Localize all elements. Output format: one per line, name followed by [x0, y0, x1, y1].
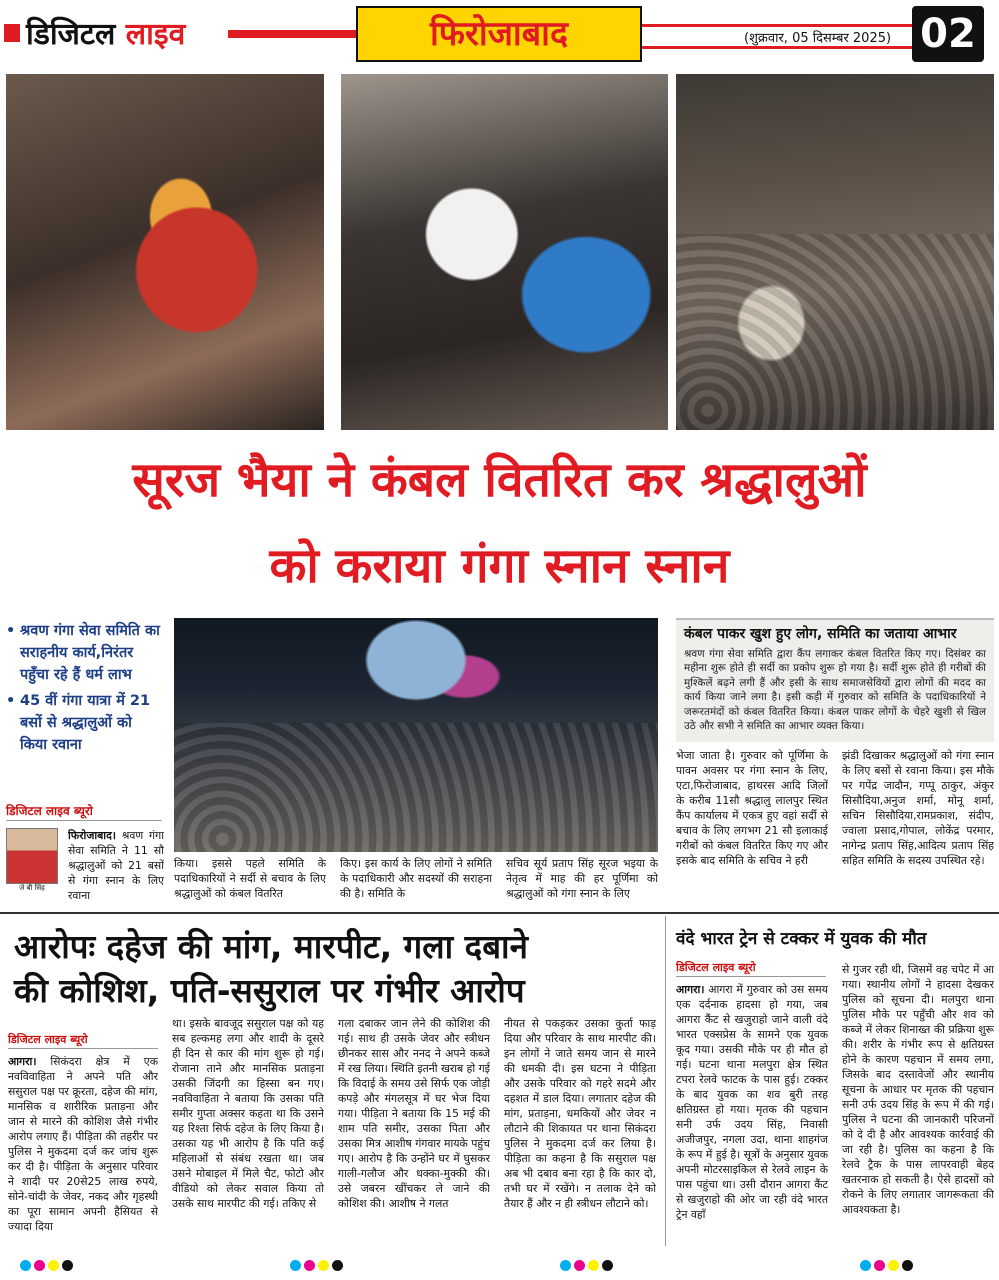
dateline: आगरा।	[8, 1055, 37, 1068]
byline-rule	[6, 820, 162, 821]
story-highlights	[6, 620, 162, 760]
dateline: आगरा।	[676, 983, 705, 996]
third-story-column-1	[676, 982, 828, 1250]
section-divider	[0, 912, 999, 914]
story-text: श्रवण गंगा सेवा समिति ने 11 सौ श्रद्धालुओं को 21 बसों से गंगा स्नान के लिए रवाना	[68, 829, 164, 902]
cyan-dot	[560, 1260, 571, 1271]
byline: डिजिटल लाइव ब्यूरो	[6, 804, 93, 818]
main-story-column-3: किए। इस कार्य के लिए लोगों ने समिति के पदाधिकारी और सदस्यों की सराहना की है। समिति के	[340, 857, 492, 900]
black-dot	[602, 1260, 613, 1271]
cyan-dot	[860, 1260, 871, 1271]
main-story-column-4: सचिव सूर्य प्रताप सिंह सूरज भइया के नेतृत्व में माह की हर पूर्णिमा को श्रद्धालुओं को गंगा स्नान के लिए	[506, 857, 658, 900]
dateline: फिरोजाबाद।	[68, 829, 116, 842]
second-story-column-2: था। इसके बावजूद ससुराल पक्ष को यह सब हल्कमह लगा और शादी के दूसरे ही दिन से कार की मांग शुरू हो गई। रोजाना ताने और मानसिक प्रताड़ना उसकी जिंदगी का हिस्सा बन गए। नवविवाहिता ने बताया कि उसका पति समीर गुप्ता अक्सर कहता था कि उसने यह रिश्ता सिर्फ दहेज के लिए किया है। उसका यह भी आरोप है कि पति कई महिलाओं से संबंध रखता था। जब उसने मोबाइल में मिले चैट, फोटो और वीडियो को लेकर सवाल किया तो उसके साथ मारपीट की गई। तकिए से	[172, 1017, 324, 1210]
main-headline-line1: सूरज भैया ने कंबल वितरित कर श्रद्धालुओं	[132, 452, 867, 508]
yellow-dot	[318, 1260, 329, 1271]
story-text: आगरा में गुरुवार को उस समय एक दर्दनाक हादसा हो गया, जब आगरा कैंट से खजुराहो जाने वाली वंदे भारत एक्सप्रेस के सामने एक युवक कूद गया। उसकी मौके पर ही मौत हो गई। घटना थाना मलपुरा क्षेत्र स्थित टपरा रेलवे फाटक के पास हुई। टक्कर के बाद युवक का शव बुरी तरह क्षतिग्रस्त हो गया। मृतक की पहचान सनी उर्फ उदय सिंह, निवासी अजीजपुर, नगला उदा, थाना शाहगंज के रूप में हुई है। सूत्रों के अनुसार युवक अपनी मोटरसाइकिल से रेलवे लाइन के पास पहुंचा था। उसी दौरान आगरा कैंट से खजुराहो की ओर जा रही वंदे भारत ट्रेन वहाँ	[676, 983, 828, 1221]
magenta-dot	[34, 1260, 45, 1271]
registration-marks	[20, 1258, 73, 1272]
magenta-dot	[574, 1260, 585, 1271]
sidebar-box-text: श्रवण गंगा सेवा समिति द्वारा कैंप लगाकर कंबल वितरित किए गए। दिसंबर का महीना शुरू होते ही सर्दी का प्रकोप शुरू हो गया है। सर्दी शुरू होते ही गरीबों की मुश्किलें बढ़ने लगी हैं और इसी के साथ समाजसेवियों द्वारा लोगों की मदद का कार्य किया जाने लगा है। इसी कड़ी में गुरुवार को समिति के पदाधिकारियों ने जरूरतमंदों को कंबल वितरित किया। कंबल पाकर लोगों के चेहरे खुशी से खिल उठे और सभी ने समिति का आभार व्यक्त किया।	[684, 648, 986, 733]
second-story-byline: डिजिटल लाइव ब्यूरो	[8, 1033, 88, 1046]
photo-tourist-bus-crowd	[174, 618, 658, 852]
third-story-byline: डिजिटल लाइव ब्यूरो	[676, 961, 756, 974]
cyan-dot	[290, 1260, 301, 1271]
third-story-column-2: से गुजर रही थी, जिसमें वह चपेट में आ गया। स्थानीय लोगों ने हादसा देखकर पुलिस को सूचना दी। मलपुरा थाना पुलिस मौके पर पहुँची और शव को कब्जे में लेकर शिनाख्त की प्रक्रिया शुरू की। शरीर के गंभीर रूप से क्षतिग्रस्त होने के कारण पहचान में समय लगा, जिसके बाद दस्तावेजों और स्थानीय सूचना के आधार पर मृतक की पहचान सनी उर्फ उदय सिंह के रूप में की गई। पुलिस ने घटना की जानकारी परिजनों को दे दी है और आवश्यक कार्रवाई की जा रही है। पुलिस का कहना है कि रेलवे ट्रैक के पास लापरवाही बेहद खतरनाक हो सकती है। ऐसे हादसों को रोकने के लिए लगातार जागरूकता की आवश्यकता है।	[842, 963, 994, 1216]
photo-blanket-distribution-1	[6, 74, 324, 430]
second-story-column-1	[8, 1054, 158, 1250]
main-story-column-2: किया। इससे पहले समिति के पदाधिकारियों ने सर्दी से बचाव के लिए श्रद्धालुओं को कंबल वितरित	[174, 857, 326, 900]
second-headline-line2: की कोशिश, पति-ससुराल पर गंभीर आरोप	[14, 971, 525, 1010]
main-story-column-5: भेजा जाता है। गुरुवार को पूर्णिमा के पावन अवसर पर गंगा स्नान के लिए, एटा,फिरोजाबाद, हाथरस आदि जिलों के करीब 11सौ श्रद्धालु लालपुर स्थित कैंप कार्यालय में एकत्र हुए वहां सर्दी से बचाव के लिए लगभग 21 सौ इलाकाई गरीबों को कंबल वितरित किए गए और इसके बाद समिति के सचिव ने हरी	[676, 749, 828, 867]
highlight-item: • श्रवण गंगा सेवा समिति का सराहनीय कार्य,निरंतर पहुँचा रहे हैं धर्म लाभ	[6, 620, 162, 686]
masthead-square	[4, 24, 20, 42]
highlight-item: • 45 वीं गंगा यात्रा में 21 बसों से श्रद्धालुओं को किया रवाना	[6, 690, 162, 756]
cyan-dot	[20, 1260, 31, 1271]
reporter-photo-caption: जे बी सिंह	[19, 884, 45, 892]
story-text: सिकंदरा क्षेत्र में एक नवविवाहिता ने अपने पति और ससुराल पक्ष पर क्रूरता, दहेज की मांग, मानसिक व शारीरिक प्रताड़ना और जान से मारने की कोशिश जैसे गंभीर आरोप लगाए हैं। पीड़िता की तहरीर पर पुलिस ने मुकदमा दर्ज कर जांच शुरू कर दी है। पीड़िता के अनुसार परिवार ने शादी पर 20से25 लाख रुपये, सोने-चांदी के जेवर, नकद और गृहस्थी का पूरा सामान अपनी हैसियत से ज्यादा दिया	[8, 1055, 158, 1233]
column-divider	[665, 916, 666, 1246]
second-story-column-3: गला दबाकर जान लेने की कोशिश की गई। साथ ही उसके जेवर और स्त्रीधन छीनकर सास और ननद ने अपने कब्जे में रख लिया। स्थिति इतनी खराब हो गई कि विदाई के समय उसे सिर्फ एक जोड़ी कपड़े और मंगलसूत्र में घर भेज दिया गया। पीड़िता ने बताया कि 15 मई की शाम पति समीर, उसका पिता और उसका मित्र आशीष गंगवार मायके पहुंच गए। आरोप है कि उन्होंने घर में घुसकर गाली-गलौज और धक्का-मुक्की की। उसे जबरन खींचकर ले जाने की कोशिश की। आशीष ने गलत	[338, 1017, 490, 1210]
brand-name	[26, 12, 185, 53]
yellow-dot	[48, 1260, 59, 1271]
issue-date: (शुक्रवार, 05 दिसम्बर 2025)	[740, 28, 895, 46]
black-dot	[332, 1260, 343, 1271]
registration-marks	[290, 1258, 343, 1272]
yellow-dot	[588, 1260, 599, 1271]
yellow-dot	[888, 1260, 899, 1271]
reporter-photo	[6, 828, 58, 884]
second-headline-line1: आरोपः दहेज की मांग, मारपीट, गला दबाने	[14, 927, 528, 966]
sidebar-box	[676, 618, 994, 742]
masthead-rule-right-top	[642, 24, 912, 27]
main-headline-line2: को कराया गंगा स्नान स्नान	[269, 538, 730, 594]
byline-rule	[8, 1048, 158, 1049]
registration-marks	[860, 1258, 913, 1272]
byline-rule	[676, 976, 826, 977]
sidebar-box-title: कंबल पाकर खुश हुए लोग, समिति का जताया आभार	[684, 626, 957, 642]
magenta-dot	[304, 1260, 315, 1271]
masthead-rule-left	[228, 30, 356, 38]
masthead	[0, 0, 999, 66]
second-story-column-4: नीयत से पकड़कर उसका कुर्ता फाड़ दिया और परिवार के साथ मारपीट की। इन लोगों ने जाते समय जान से मारने की धमकी दी। इस घटना ने पीड़िता और उसके परिवार को गहरे सदमे और दहशत में डाल दिया। लगातार दहेज की मांग, प्रताड़ना, धमकियों और जेवर न लौटाने की शिकायत पर थाना सिकंदरा पुलिस ने मुकदमा दर्ज कर लिया है। पीड़िता का कहना है कि ससुराल पक्ष अब भी दबाव बना रहा है कि कार दो, तभी घर में रखेंगे। न तलाक देने को तैयार हैं और न ही स्त्रीधन लौटाने को।	[504, 1017, 656, 1210]
city-name: फिरोजाबाद	[356, 6, 642, 62]
registration-marks	[560, 1258, 613, 1272]
page-number: 02	[912, 6, 984, 62]
photo-blanket-distribution-2	[341, 74, 668, 430]
main-story-column-6: झंडी दिखाकर श्रद्धालुओं को गंगा स्नान के लिए बसों से रवाना किया। इस मौके पर गपेंद्र जादौन, गप्पू ठाकुर, अंकुर सिसौदिया,अनुज शर्मा, मोनू शर्मा, सचिन सिसौदिया,रामप्रकाश, संदीप, ज्वाला प्रसाद,गोपाल, लोकेंद्र परमार, नागेन्द्र प्रताप सिंह,आदित्य प्रताप सिंह सहित समिति के सदस्य उपस्थित रहे।	[842, 749, 994, 867]
photo-crowd-devotees	[676, 74, 994, 430]
black-dot	[902, 1260, 913, 1271]
brand-part2: लाइव	[125, 17, 186, 52]
black-dot	[62, 1260, 73, 1271]
brand-part1: डिजिटल	[26, 17, 116, 52]
third-headline: वंदे भारत ट्रेन से टक्कर में युवक की मौत	[676, 929, 927, 949]
magenta-dot	[874, 1260, 885, 1271]
main-story-column-1	[68, 828, 164, 908]
masthead-rule-right-bottom	[642, 46, 912, 49]
